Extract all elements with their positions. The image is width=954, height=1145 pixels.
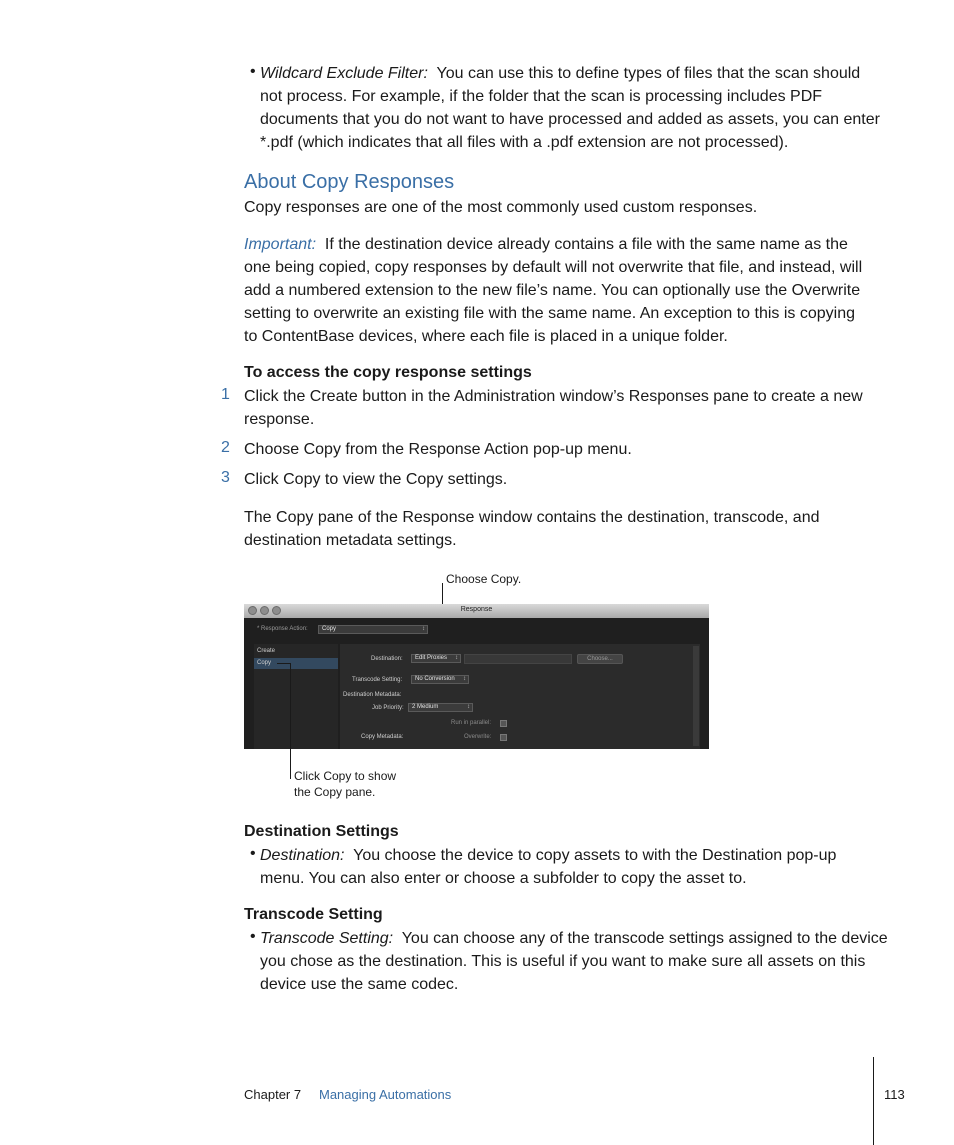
overwrite-checkbox[interactable] [500,734,507,741]
transcode-bullet-text [260,927,900,996]
page-number: 113 [884,1087,905,1102]
transcode-term: Transcode Setting: [260,930,394,947]
section-heading: About Copy Responses [244,171,455,193]
footer-chapter-title: Managing Automations [319,1087,452,1102]
step-1-text [244,385,863,431]
step-number: 1 [221,386,230,403]
important-note [244,233,904,348]
job-priority-popup[interactable]: 2 Medium ↕ [408,703,473,712]
transcode-popup[interactable]: No Conversion ↕ [411,675,469,684]
choose-button[interactable]: Choose... [577,654,623,664]
wildcard-line-2: not process. For example, if the folder that the scan is processing includes PDF [260,88,823,105]
job-priority-label: Job Priority: [372,705,404,711]
important-line-5: to ContentBase devices, where each file is placed in a unique folder. [244,328,728,345]
subfolder-field[interactable] [464,654,572,664]
bullet-marker: • [250,845,256,862]
destination-metadata-label: Destination Metadata: [343,692,402,698]
footer-divider [873,1057,874,1145]
copy-metadata-label: Copy Metadata: [361,734,404,740]
bullet-marker: • [250,928,256,945]
important-label: Important: [244,236,317,253]
transcode-line-2: you chose as the destination. This is useful if you want to make sure all assets on this [260,953,866,970]
pane-desc-line-2: destination metadata settings. [244,532,457,549]
important-line-2: one being copied, copy responses by default will not overwrite that file, and instead, will [244,259,863,276]
response-window-screenshot [244,604,709,749]
callout-line [290,663,291,779]
callout-click-copy-line-2: the Copy pane. [294,785,376,799]
callout-click-copy [294,768,396,800]
step-1-line-2: response. [244,411,315,428]
transcode-setting-heading: Transcode Setting [244,906,383,923]
transcode-line-1: You can choose any of the transcode settings assigned to the device [401,930,888,947]
step-2-text: Choose Copy from the Response Action pop-up menu. [244,441,632,458]
step-number: 2 [221,439,230,456]
destination-line-1: You choose the device to copy assets to with the Destination pop-up [353,847,837,864]
destination-term: Destination: [260,847,345,864]
wildcard-line-1: You can use this to define types of files that the scan should [436,65,861,82]
pane-desc-line-1: The Copy pane of the Response window contains the destination, transcode, and [244,509,820,526]
sidebar-item-create[interactable]: Create [257,648,276,654]
callout-click-copy-line-1: Click Copy to show [294,769,397,783]
destination-bullet-text [260,844,900,890]
step-number: 3 [221,469,230,486]
transcode-label: Transcode Setting: [352,677,403,683]
transcode-line-3: device use the same codec. [260,976,459,993]
response-action-popup[interactable]: Copy ↕ [318,625,428,634]
important-line-3: add a numbered extension to the new file’s name. You can optionally use the Overwrite [244,282,861,299]
overwrite-label: Overwrite: [464,734,492,740]
footer-chapter: Chapter 7 [244,1087,302,1102]
sidebar-item-copy[interactable]: Copy [257,660,272,666]
destination-label: Destination: [371,656,403,662]
panel-scrollbar[interactable] [693,646,699,746]
wildcard-line-4: *.pdf (which indicates that all files with a .pdf extension are not processed). [260,134,789,151]
destination-settings-heading: Destination Settings [244,823,399,840]
task-heading: To access the copy response settings [244,364,532,381]
run-in-parallel-label: Run in parallel: [451,720,492,726]
window-title: Response [460,606,493,613]
step-3-text: Click Copy to view the Copy settings. [244,471,508,488]
run-in-parallel-checkbox[interactable] [500,720,507,727]
wildcard-bullet-text [260,62,900,154]
response-action-label: * Response Action: [257,626,308,632]
important-line-1: If the destination device already contains a file with the same name as the [324,236,848,253]
callout-choose-copy: Choose Copy. [446,572,522,586]
intro-text: Copy responses are one of the most commonly used custom responses. [244,199,758,216]
important-line-4: setting to overwrite an existing file with the same name. An exception to this is copying [244,305,855,322]
wildcard-term: Wildcard Exclude Filter: [260,65,428,82]
destination-popup[interactable]: Edit Proxies ↕ [411,654,461,663]
step-1-line-1: Click the Create button in the Administration window’s Responses pane to create a new [244,388,863,405]
callout-line [277,663,291,664]
destination-line-2: menu. You can also enter or choose a subfolder to copy the asset to. [260,870,747,887]
window-titlebar [244,604,709,618]
bullet-marker: • [250,63,256,80]
wildcard-line-3: documents that you do not want to have processed and added as assets, you can enter [260,111,880,128]
pane-description [244,506,819,552]
